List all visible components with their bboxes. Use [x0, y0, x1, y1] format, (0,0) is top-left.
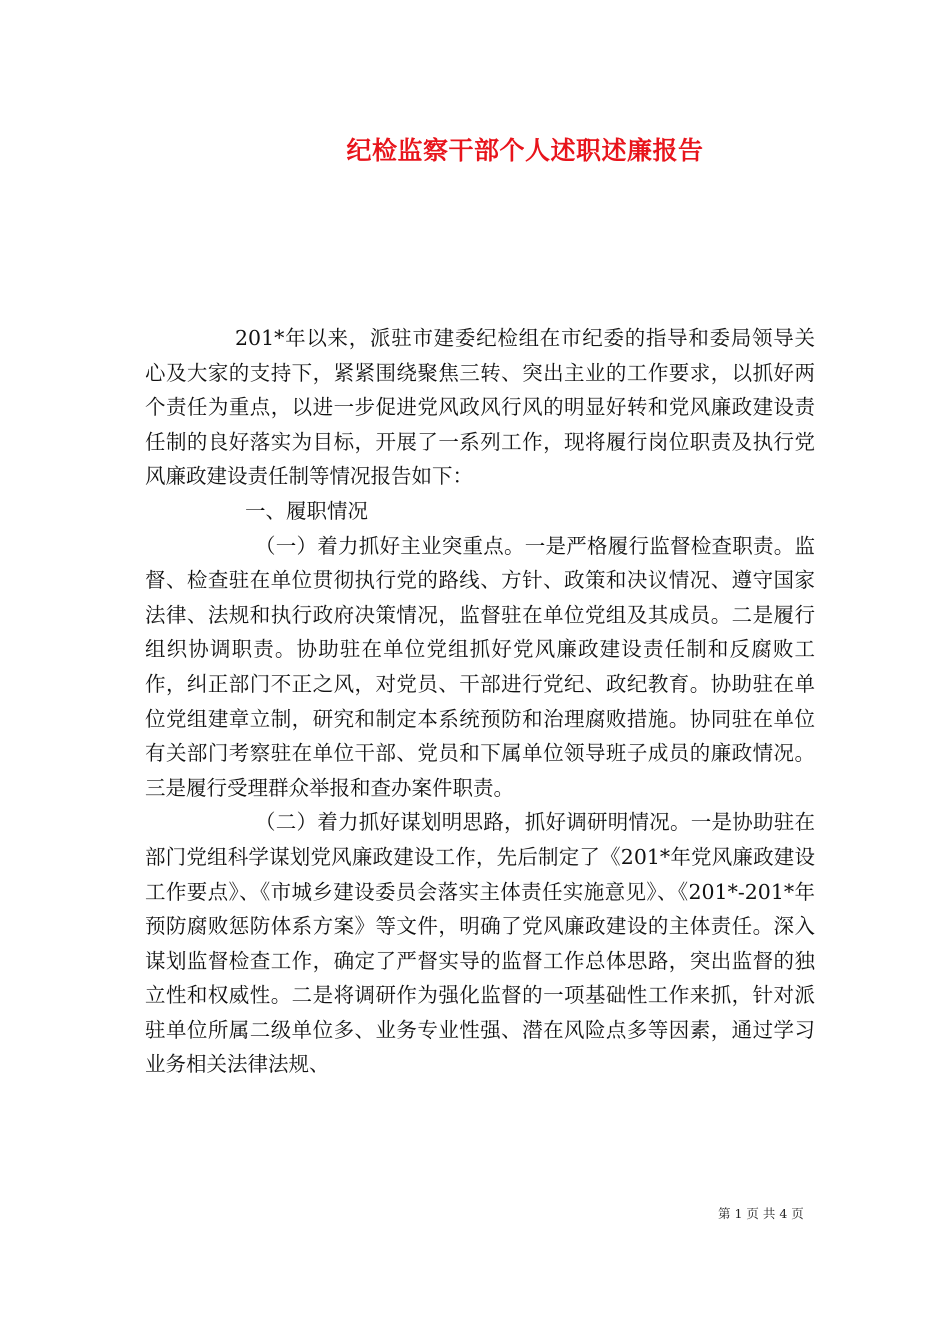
page-title: 纪检监察干部个人述职述廉报告 — [346, 136, 704, 165]
page-number: 第 1 页 共 4 页 — [718, 1206, 804, 1221]
paragraph-section-2: （二）着力抓好谋划明思路，抓好调研明情况。一是协助驻在部门党组科学谋划党风廉政建设工作，先后制定了《201*年党风廉政建设工作要点》、《市城乡建设委员会落实主体责任实施意见》、《201*-201*年预防腐败惩防体系方案》等文件，明确了党风廉政建设的主体责任。深入谋划监督检查工作，确定了严督实导的监督工作总体思路，突出监督的独立性和权威性。二是将调研作为强化监督的一项基础性工作来抓，针对派驻单位所属二级单位多、业务专业性强、潜在风险点多等因素，通过学习业务相关法律法规、 — [145, 810, 815, 1077]
section-heading: 一、履职情况 — [245, 498, 368, 523]
document-body — [145, 321, 815, 1082]
paragraph-intro: 201*年以来，派驻市建委纪检组在市纪委的指导和委局领导关心及大家的支持下，紧紧围绕聚焦三转、突出主业的工作要求，以抓好两个责任为重点，以进一步促进党风政风行风的明显好转和党风廉政建设责任制的良好落实为目标，开展了一系列工作，现将履行岗位职责及执行党风廉政建设责任制等情况报告如下： — [145, 326, 815, 489]
paragraph-section-1: （一）着力抓好主业突重点。一是严格履行监督检查职责。监督、检查驻在单位贯彻执行党的路线、方针、政策和决议情况、遵守国家法律、法规和执行政府决策情况，监督驻在单位党组及其成员。二是履行组织协调职责。协助驻在单位党组抓好党风廉政建设责任制和反腐败工作，纠正部门不正之风，对党员、干部进行党纪、政纪教育。协助驻在单位党组建章立制，研究和制定本系统预防和治理腐败措施。协同驻在单位有关部门考察驻在单位干部、党员和下属单位领导班子成员的廉政情况。三是履行受理群众举报和查办案件职责。 — [145, 533, 815, 800]
